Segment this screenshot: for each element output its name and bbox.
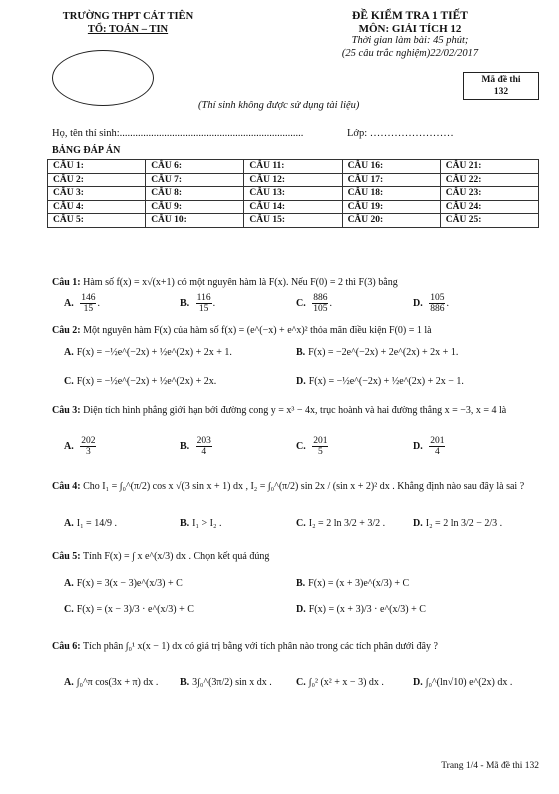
fraction <box>429 293 445 314</box>
fraction <box>196 293 212 314</box>
answer-row <box>48 187 539 201</box>
option-letter: C. <box>64 376 74 387</box>
q3-option-a[interactable] <box>64 436 97 457</box>
option-text: 3∫₀^(3π/2) sin x dx . <box>192 677 272 688</box>
exam-code-value: 132 <box>493 87 509 97</box>
exam-code-box <box>463 72 539 100</box>
option-letter: A. <box>64 347 74 358</box>
q2-option-b[interactable] <box>296 347 458 358</box>
option-letter: C. <box>296 440 306 452</box>
q3-option-d[interactable] <box>413 436 446 457</box>
option-text: F(x) = 3(x − 3)e^(x/3) + C <box>76 578 183 589</box>
fraction <box>312 293 328 314</box>
option-letter: D. <box>413 677 423 688</box>
student-class-field[interactable]: Lớp: …………………… <box>347 128 454 139</box>
option-letter: A. <box>64 440 74 452</box>
answer-cell[interactable]: CÂU 18: <box>342 187 440 201</box>
option-text: ∫₀^(ln√10) e^(2x) dx . <box>425 677 513 688</box>
answer-cell[interactable]: CÂU 2: <box>48 173 146 187</box>
exam-header <box>300 10 520 60</box>
answer-cell[interactable]: CÂU 17: <box>342 173 440 187</box>
question-4 <box>52 480 539 493</box>
denominator: 886 <box>430 304 445 314</box>
answer-cell[interactable]: CÂU 9: <box>146 200 244 214</box>
denominator: 15 <box>83 304 94 314</box>
option-text: F(x) = (x − 3)/3 · e^(x/3) + C <box>76 604 194 615</box>
option-letter: B. <box>180 677 190 688</box>
q4-option-c[interactable] <box>296 518 385 529</box>
question-6 <box>52 640 539 653</box>
option-letter: A. <box>64 297 74 309</box>
option-text: I₂ = 2 ln 3/2 + 3/2 . <box>308 518 386 529</box>
student-info-line <box>52 128 454 139</box>
answer-cell[interactable]: CÂU 7: <box>146 173 244 187</box>
school-name: TRƯỜNG THPT CÁT TIÊN <box>62 11 194 22</box>
answer-cell[interactable]: CÂU 20: <box>342 214 440 228</box>
q5-option-c[interactable] <box>64 604 194 615</box>
q6-option-d[interactable] <box>413 677 512 688</box>
answer-cell[interactable]: CÂU 13: <box>244 187 342 201</box>
question-1 <box>52 276 539 289</box>
option-text: F(x) = −½e^(−2x) + ½e^(2x) + 2x. <box>76 376 217 387</box>
answer-cell[interactable]: CÂU 10: <box>146 214 244 228</box>
option-letter: D. <box>413 297 423 309</box>
option-text: F(x) = −½e^(−2x) + ½e^(2x) + 2x + 1. <box>76 347 232 358</box>
option-letter: D. <box>296 604 306 615</box>
answer-cell[interactable]: CÂU 3: <box>48 187 146 201</box>
question-5 <box>52 550 539 563</box>
option-letter: B. <box>296 347 306 358</box>
question-text: Diện tích hình phẳng giới hạn bởi đường cong y = x³ − 4x, trục hoành và hai đường thẳng x = −3, x = 4 là <box>83 405 507 416</box>
question-label: Câu 2: <box>52 325 81 336</box>
answer-row <box>48 214 539 228</box>
question-text: Tính F(x) = ∫ x e^(x/3) dx . Chọn kết quả đúng <box>82 551 270 562</box>
option-text: F(x) = −2e^(−2x) + 2e^(2x) + 2x + 1. <box>308 347 459 358</box>
option-letter: B. <box>180 297 190 309</box>
option-letter: C. <box>296 297 306 309</box>
q2-option-a[interactable] <box>64 347 232 358</box>
option-letter: B. <box>180 518 190 529</box>
page-footer: Trang 1/4 - Mã đề thi 132 <box>441 761 539 771</box>
exam-question-info: (25 câu trắc nghiệm)22/02/2017 <box>341 47 479 59</box>
option-text: I₁ = 14/9 . <box>76 518 117 529</box>
fraction <box>312 436 328 457</box>
numerator: 203 <box>196 436 211 446</box>
fraction <box>196 436 212 457</box>
denominator: 15 <box>198 304 209 314</box>
question-label: Câu 3: <box>52 405 81 416</box>
numerator: 886 <box>313 293 328 303</box>
q3-option-b[interactable] <box>180 436 213 457</box>
student-name-field[interactable]: Họ, tên thí sinh:...................................................................... <box>52 128 304 139</box>
q2-option-c[interactable] <box>64 376 216 387</box>
question-text: Một nguyên hàm F(x) của hàm số f(x) = (e^(−x) + e^x)² thỏa mãn điều kiện F(0) = 1 là <box>83 325 432 336</box>
exam-title: ĐỀ KIỂM TRA 1 TIẾT <box>352 10 468 22</box>
option-letter: A. <box>64 578 74 589</box>
answer-cell[interactable]: CÂU 5: <box>48 214 146 228</box>
answer-row <box>48 173 539 187</box>
option-letter: A. <box>64 518 74 529</box>
option-letter: D. <box>296 376 306 387</box>
exam-note: (Thí sinh không được sử dụng tài liệu) <box>198 100 360 111</box>
option-text: I₂ = 2 ln 3/2 − 2/3 . <box>425 518 503 529</box>
question-label: Câu 1: <box>52 277 81 288</box>
answer-sheet-title: BẢNG ĐÁP ÁN <box>52 145 121 156</box>
q6-option-b[interactable] <box>180 677 272 688</box>
option-letter: A. <box>64 677 74 688</box>
answer-cell[interactable]: CÂU 11: <box>244 160 342 174</box>
option-text: I₁ > I₂ . <box>192 518 222 529</box>
denominator: 4 <box>434 447 440 457</box>
q5-option-d[interactable] <box>296 604 426 615</box>
answer-row <box>48 200 539 214</box>
exam-duration: Thời gian làm bài: 45 phút; <box>351 35 469 46</box>
answer-cell[interactable]: CÂU 4: <box>48 200 146 214</box>
q1-option-d[interactable]: D. $\frac{105}{886}$ . <box>413 293 449 314</box>
question-text: Hàm số f(x) = x√(x+1) có một nguyên hàm là F(x). Nếu F(0) = 2 thì F(3) bằng <box>83 277 398 288</box>
question-label: Câu 6: <box>52 641 81 652</box>
q6-option-c[interactable] <box>296 677 384 688</box>
q4-option-d[interactable] <box>413 518 502 529</box>
numerator: 201 <box>313 436 328 446</box>
question-label: Câu 5: <box>52 551 81 562</box>
fraction <box>429 436 445 457</box>
answer-sheet-table <box>47 159 539 228</box>
numerator: 202 <box>81 436 96 446</box>
q1-option-a[interactable]: A. $\frac{146}{15}$ . <box>64 293 100 314</box>
option-letter: B. <box>296 578 306 589</box>
denominator: 105 <box>313 304 328 314</box>
question-2 <box>52 324 539 337</box>
q5-option-a[interactable] <box>64 578 183 589</box>
option-letter: C. <box>296 518 306 529</box>
fraction <box>80 436 96 457</box>
answer-cell[interactable]: CÂU 16: <box>342 160 440 174</box>
fraction <box>80 293 96 314</box>
option-letter: B. <box>180 440 190 452</box>
question-text: Tích phân ∫₀¹ x(x − 1) dx có giá trị bằng với tích phân nào trong các tích phân dưới đây ? <box>82 641 438 652</box>
question-text: Cho I₁ = ∫₀^(π/2) cos x √(3 sin x + 1) dx , I₂ = ∫₀^(π/2) sin 2x / (sin x + 2)² dx . Khẳng định nào sau đây là sai ? <box>83 481 525 492</box>
option-text: F(x) = (x + 3)e^(x/3) + C <box>308 578 410 589</box>
department-name: TỔ: TOÁN – TIN <box>87 24 169 35</box>
option-letter: C. <box>296 677 306 688</box>
q4-option-b[interactable] <box>180 518 221 529</box>
school-header <box>58 10 198 36</box>
exam-code-label: Mã đề thi <box>481 75 521 85</box>
answer-cell[interactable]: CÂU 12: <box>244 173 342 187</box>
option-text: F(x) = −½e^(−2x) + ½e^(2x) + 2x − 1. <box>308 376 464 387</box>
answer-cell[interactable]: CÂU 1: <box>48 160 146 174</box>
answer-cell[interactable]: CÂU 6: <box>146 160 244 174</box>
answer-cell[interactable]: CÂU 19: <box>342 200 440 214</box>
option-text: ∫₀^π cos(3x + π) dx . <box>76 677 159 688</box>
answer-row <box>48 160 539 174</box>
question-label: Câu 4: <box>52 481 81 492</box>
exam-subject: MÔN: GIẢI TÍCH 12 <box>358 22 462 35</box>
numerator: 201 <box>430 436 445 446</box>
q2-option-d[interactable] <box>296 376 464 387</box>
q3-option-c[interactable] <box>296 436 329 457</box>
q1-option-c[interactable]: C. $\frac{886}{105}$ . <box>296 293 332 314</box>
answer-cell[interactable]: CÂU 21: <box>440 160 538 174</box>
numerator: 146 <box>81 293 96 303</box>
q5-option-b[interactable] <box>296 578 409 589</box>
answer-cell[interactable]: CÂU 8: <box>146 187 244 201</box>
answer-cell[interactable]: CÂU 25: <box>440 214 538 228</box>
denominator: 3 <box>85 447 91 457</box>
answer-cell[interactable]: CÂU 24: <box>440 200 538 214</box>
q4-option-a[interactable] <box>64 518 117 529</box>
q1-option-b[interactable]: B. $\frac{116}{15}$ . <box>180 293 216 314</box>
answer-cell[interactable]: CÂU 22: <box>440 173 538 187</box>
option-letter: C. <box>64 604 74 615</box>
q6-option-a[interactable] <box>64 677 158 688</box>
answer-cell[interactable]: CÂU 14: <box>244 200 342 214</box>
option-text: ∫₀² (x² + x − 3) dx . <box>308 677 384 688</box>
option-letter: D. <box>413 440 423 452</box>
answer-cell[interactable]: CÂU 23: <box>440 187 538 201</box>
numerator: 105 <box>430 293 445 303</box>
numerator: 116 <box>196 293 211 303</box>
denominator: 4 <box>201 447 207 457</box>
denominator: 5 <box>317 447 323 457</box>
option-text: F(x) = (x + 3)/3 · e^(x/3) + C <box>308 604 426 615</box>
score-oval <box>52 50 154 106</box>
option-letter: D. <box>413 518 423 529</box>
question-3 <box>52 404 539 417</box>
answer-cell[interactable]: CÂU 15: <box>244 214 342 228</box>
